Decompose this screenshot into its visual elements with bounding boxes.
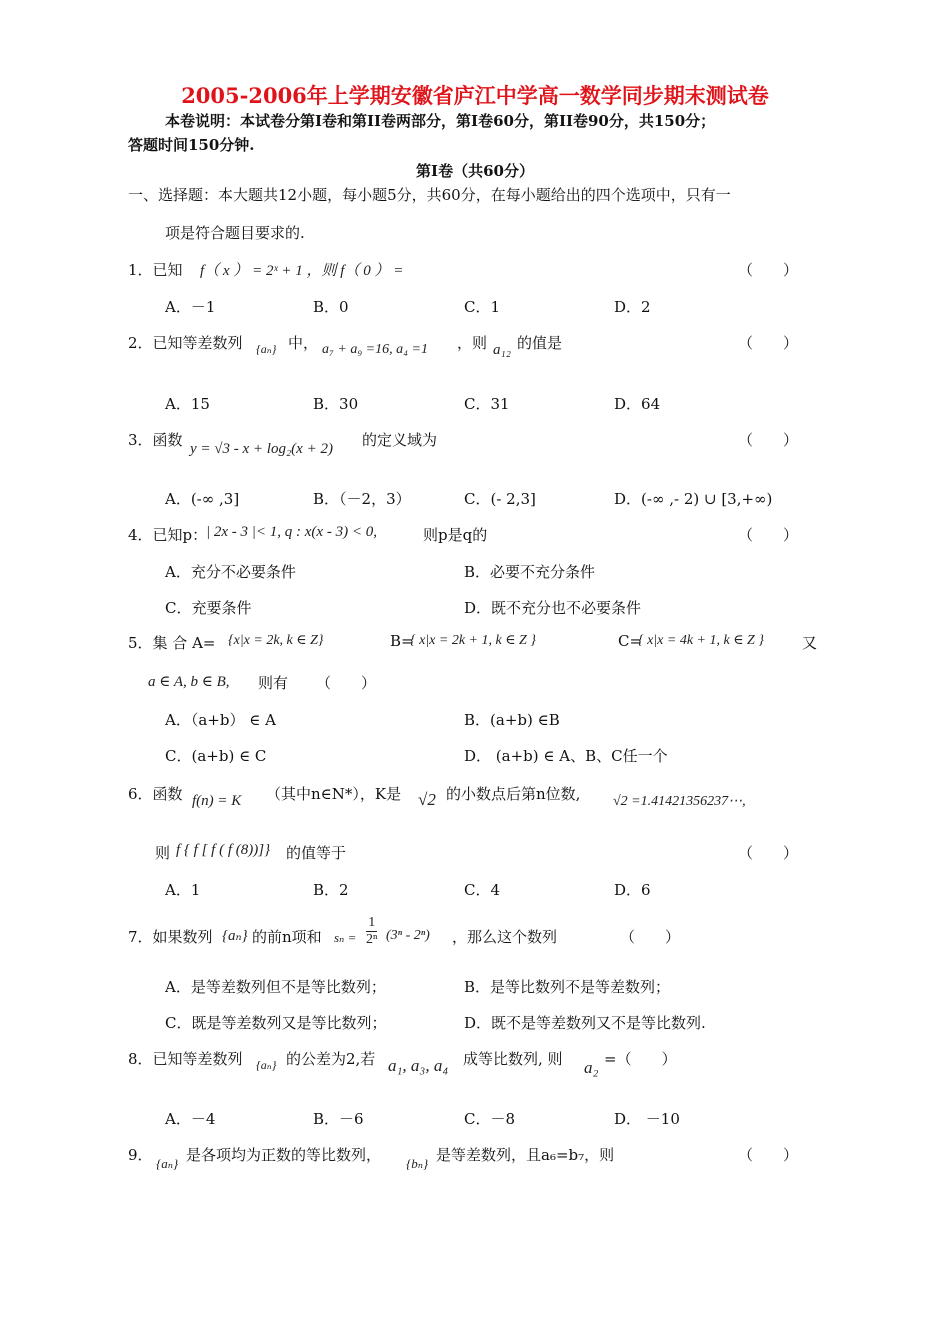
q3-function: y = √3 - x + log₂(x + 2) [190, 441, 333, 457]
q7-sum-lhs: sₙ = [334, 930, 357, 945]
q4-option-d: D．既不充分也不必要条件 [464, 599, 642, 617]
q3-option-a: A．(-∞ ,3] [165, 490, 240, 508]
q2-mid: 中， [288, 334, 319, 352]
q8-terms: a₁, a₃, a₄ [388, 1056, 449, 1075]
q2-suffix: 的值是 [517, 334, 563, 352]
q6-option-b: B．2 [313, 881, 349, 899]
q2-option-b: B．30 [313, 395, 359, 413]
q7-sum-rhs: (3ⁿ - 2ⁿ) [386, 928, 430, 943]
q5-label-b: B= [390, 632, 414, 650]
q5-option-a: A．（a+b） ∈ A [165, 711, 276, 729]
q8-option-a: A．－4 [165, 1110, 216, 1128]
q6-function: f(n) = K [192, 793, 242, 809]
q5-tail: 又 [802, 634, 818, 652]
q7-fraction-numerator: 1 [366, 915, 377, 932]
exam-title: 2005-2006年上学期安徽省庐江中学高一数学同步期末测试卷 [181, 83, 769, 108]
q6-option-a: A．1 [165, 881, 201, 899]
q2-answer-blank: （ ） [738, 334, 799, 352]
q3-option-b: B．（－2，3） [313, 490, 411, 508]
q6-text1: （其中n∈N*），K是 [266, 785, 402, 803]
q5-prefix: 5．集 合 A= [128, 634, 216, 652]
q7-option-c: C．既是等差数列又是等比数列； [165, 1014, 387, 1032]
q9-prefix: 9． [128, 1146, 153, 1164]
q2-option-c: C．31 [464, 395, 510, 413]
q4-suffix: 则p是q的 [423, 526, 488, 544]
q2-target: a₁₂ [493, 342, 511, 358]
instructions-line2: 答题时间150分钟. [128, 136, 255, 154]
q7-option-d: D．既不是等差数列又不是等比数列. [464, 1014, 706, 1032]
q5-answer-blank: （ ） [316, 674, 377, 692]
q7-prefix: 7．如果数列 [128, 928, 213, 946]
q1-prefix: 1．已知 [128, 261, 183, 279]
q6-option-d: D．6 [614, 881, 651, 899]
q4-option-a: A．充分不必要条件 [165, 563, 296, 581]
q1-option-d: D．2 [614, 298, 651, 316]
q8-mid2: 成等比数列, 则 [463, 1050, 563, 1068]
q5-line2-suffix: 则有 [258, 674, 289, 692]
q9-sequence-a: {aₙ} [156, 1156, 179, 1171]
q7-answer-blank: （ ） [620, 928, 681, 946]
q2-option-d: D．64 [614, 395, 661, 413]
section-intro-line1: 一、选择题：本大题共12小题，每小题5分，共60分，在每小题给出的四个选项中，只有一 [128, 186, 731, 204]
q6-prefix: 6．函数 [128, 785, 183, 803]
q4-option-c: C．充要条件 [165, 599, 252, 617]
q4-answer-blank: （ ） [738, 526, 799, 544]
q9-sequence-b: {bₙ} [406, 1156, 429, 1171]
q1-option-a: A．－1 [165, 298, 216, 316]
q1-option-c: C．1 [464, 298, 501, 316]
q3-option-c: C．(- 2,3] [464, 490, 536, 508]
q4-prefix: 4．已知p： [128, 526, 208, 544]
q8-option-b: B．－6 [313, 1110, 364, 1128]
q7-option-b: B．是等比数列不是等差数列； [464, 978, 671, 996]
q6-line2-math: f { f [ f ( f (8))]} [176, 842, 271, 858]
q5-set-c: { x|x = 4k + 1, k ∈ Z } [638, 633, 764, 648]
q9-mid: 是各项均为正数的等比数列， [186, 1146, 382, 1164]
q9-suffix: 是等差数列，且a₆=b₇，则 [436, 1146, 615, 1164]
q4-math: | 2x - 3 |< 1, q : x(x - 3) < 0, [206, 524, 377, 540]
q7-sequence: {aₙ} [222, 928, 248, 944]
q2-then: ，则 [457, 334, 488, 352]
q4-option-b: B．必要不充分条件 [464, 563, 596, 581]
q7-suffix: ，那么这个数列 [452, 928, 558, 946]
q3-prefix: 3．函数 [128, 431, 183, 449]
q2-sequence: {aₙ} [256, 342, 277, 356]
q1-math: f（ x ） = 2ˣ + 1 ，则 f（ 0 ） = [200, 263, 404, 279]
q8-prefix: 8．已知等差数列 [128, 1050, 243, 1068]
q8-option-c: C．－8 [464, 1110, 516, 1128]
q2-prefix: 2．已知等差数列 [128, 334, 243, 352]
q6-text2: 的小数点后第n位数, [446, 785, 581, 803]
q1-option-b: B．0 [313, 298, 349, 316]
q5-option-d: D． (a+b) ∈ A、B、C任一个 [464, 747, 668, 765]
q8-mid: 的公差为2,若 [286, 1050, 376, 1068]
q8-option-d: D． －10 [614, 1110, 680, 1128]
q7-mid: 的前n项和 [252, 928, 322, 946]
q2-condition: a₇ + a₉ =16, a₄ =1 [322, 342, 428, 357]
instructions-line1: 本卷说明：本试卷分第Ⅰ卷和第II卷两部分，第Ⅰ卷60分，第II卷90分，共150分； [165, 112, 716, 130]
section-heading: 第Ⅰ卷（共60分） [416, 162, 534, 180]
q9-answer-blank: （ ） [738, 1146, 799, 1164]
q5-option-c: C．(a+b) ∈ C [165, 747, 267, 765]
q8-target: a₂ [584, 1058, 599, 1077]
q1-answer-blank: （ ） [738, 261, 799, 279]
q6-sqrt-value: √2 =1.41421356237⋯, [613, 794, 746, 809]
q7-fraction-denominator: 2ⁿ [366, 932, 378, 947]
q7-fraction [366, 915, 377, 948]
q6-sqrt: √2 [418, 790, 436, 809]
q5-set-a: {x|x = 2k, k ∈ Z} [228, 633, 324, 648]
q7-option-a: A．是等差数列但不是等比数列； [165, 978, 386, 996]
q3-answer-blank: （ ） [738, 431, 799, 449]
q5-line2-math: a ∈ A, b ∈ B, [148, 674, 230, 690]
q6-line2-suffix: 的值等于 [286, 844, 347, 862]
section-intro-line2: 项是符合题目要求的. [165, 224, 305, 242]
q5-set-b: { x|x = 2k + 1, k ∈ Z } [410, 633, 536, 648]
q3-option-d: D．(-∞ ,- 2) ∪ [3,+∞) [614, 490, 773, 508]
q8-sequence: {aₙ} [256, 1058, 277, 1072]
q6-answer-blank: （ ） [738, 844, 799, 862]
q5-label-c: C= [618, 632, 643, 650]
q8-equals: =（ ） [604, 1050, 677, 1068]
q6-line2-prefix: 则 [155, 844, 171, 862]
q3-suffix: 的定义域为 [362, 431, 438, 449]
q2-option-a: A．15 [165, 395, 210, 413]
q5-option-b: B．(a+b) ∈B [464, 711, 560, 729]
q6-option-c: C．4 [464, 881, 501, 899]
